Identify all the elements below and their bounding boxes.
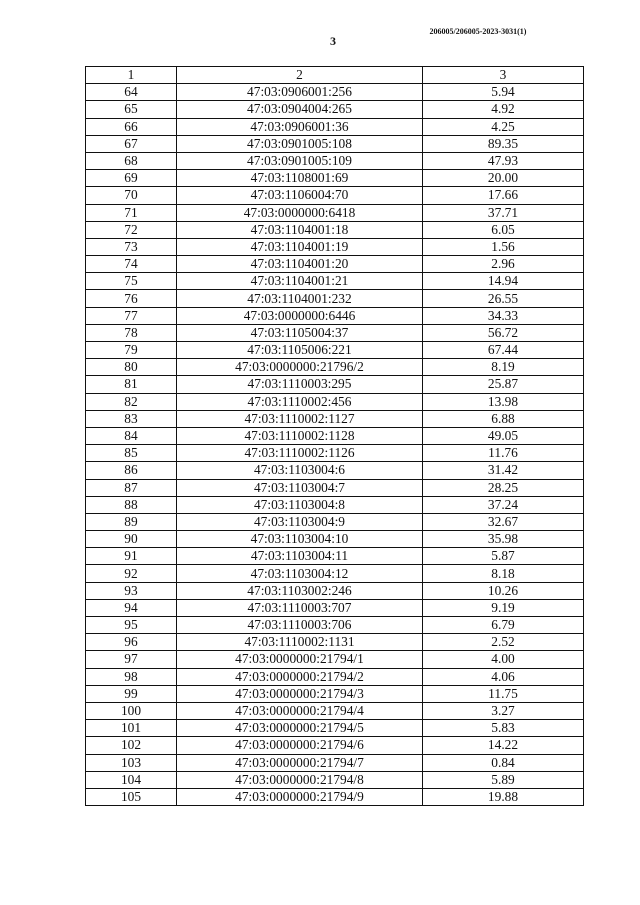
column-header-3: 3 [423, 67, 584, 84]
cadastral-number-cell: 47:03:0000000:21794/5 [177, 720, 423, 737]
value-cell: 13.98 [423, 393, 584, 410]
table-row [86, 256, 584, 273]
row-number-cell: 81 [86, 376, 177, 393]
cadastral-number-cell: 47:03:1104001:18 [177, 221, 423, 238]
cadastral-number-cell: 47:03:1103004:12 [177, 565, 423, 582]
table-row [86, 187, 584, 204]
table-row [86, 84, 584, 101]
cadastral-number-cell: 47:03:1103002:246 [177, 582, 423, 599]
cadastral-number-cell: 47:03:0000000:21794/3 [177, 685, 423, 702]
cadastral-number-cell: 47:03:1103004:10 [177, 531, 423, 548]
cadastral-number-cell: 47:03:1110003:295 [177, 376, 423, 393]
table-row [86, 617, 584, 634]
row-number-cell: 77 [86, 307, 177, 324]
document-code: 206005/206005-2023-3031(1) [429, 27, 527, 36]
cadastral-number-cell: 47:03:1103004:11 [177, 548, 423, 565]
row-number-cell: 72 [86, 221, 177, 238]
row-number-cell: 97 [86, 651, 177, 668]
value-cell: 9.19 [423, 599, 584, 616]
cadastral-number-cell: 47:03:0904004:265 [177, 101, 423, 118]
row-number-cell: 71 [86, 204, 177, 221]
cadastral-number-cell: 47:03:0000000:21794/8 [177, 771, 423, 788]
value-cell: 32.67 [423, 513, 584, 530]
row-number-cell: 82 [86, 393, 177, 410]
value-cell: 8.19 [423, 359, 584, 376]
value-cell: 47.93 [423, 152, 584, 169]
cadastral-number-cell: 47:03:1110003:707 [177, 599, 423, 616]
cadastral-number-cell: 47:03:1106004:70 [177, 187, 423, 204]
row-number-cell: 89 [86, 513, 177, 530]
value-cell: 67.44 [423, 342, 584, 359]
cadastral-number-cell: 47:03:0000000:21796/2 [177, 359, 423, 376]
value-cell: 14.22 [423, 737, 584, 754]
table-row [86, 702, 584, 719]
row-number-cell: 99 [86, 685, 177, 702]
value-cell: 5.89 [423, 771, 584, 788]
cadastral-number-cell: 47:03:1104001:232 [177, 290, 423, 307]
table-row [86, 496, 584, 513]
table-row [86, 273, 584, 290]
cadastral-number-cell: 47:03:0000000:21794/2 [177, 668, 423, 685]
row-number-cell: 67 [86, 135, 177, 152]
table-row [86, 668, 584, 685]
value-cell: 4.06 [423, 668, 584, 685]
value-cell: 56.72 [423, 324, 584, 341]
table-row [86, 771, 584, 788]
table-row [86, 720, 584, 737]
value-cell: 4.92 [423, 101, 584, 118]
row-number-cell: 103 [86, 754, 177, 771]
row-number-cell: 78 [86, 324, 177, 341]
value-cell: 5.94 [423, 84, 584, 101]
row-number-cell: 83 [86, 410, 177, 427]
row-number-cell: 96 [86, 634, 177, 651]
row-number-cell: 86 [86, 462, 177, 479]
table-row [86, 290, 584, 307]
cadastral-number-cell: 47:03:1108001:69 [177, 170, 423, 187]
value-cell: 4.00 [423, 651, 584, 668]
table-row [86, 359, 584, 376]
table-row [86, 685, 584, 702]
row-number-cell: 80 [86, 359, 177, 376]
cadastral-number-cell: 47:03:1103004:9 [177, 513, 423, 530]
table-row [86, 135, 584, 152]
row-number-cell: 100 [86, 702, 177, 719]
cadastral-number-cell: 47:03:0000000:6446 [177, 307, 423, 324]
row-number-cell: 84 [86, 427, 177, 444]
table-row [86, 651, 584, 668]
cadastral-number-cell: 47:03:1105006:221 [177, 342, 423, 359]
value-cell: 31.42 [423, 462, 584, 479]
value-cell: 11.75 [423, 685, 584, 702]
cadastral-number-cell: 47:03:0000000:21794/4 [177, 702, 423, 719]
table-row [86, 324, 584, 341]
row-number-cell: 70 [86, 187, 177, 204]
value-cell: 5.87 [423, 548, 584, 565]
cadastral-number-cell: 47:03:0000000:21794/6 [177, 737, 423, 754]
value-cell: 20.00 [423, 170, 584, 187]
row-number-cell: 74 [86, 256, 177, 273]
page-number: 3 [330, 34, 336, 48]
row-number-cell: 101 [86, 720, 177, 737]
value-cell: 2.52 [423, 634, 584, 651]
cadastral-number-cell: 47:03:1110002:1131 [177, 634, 423, 651]
value-cell: 25.87 [423, 376, 584, 393]
cadastral-number-cell: 47:03:0000000:6418 [177, 204, 423, 221]
value-cell: 10.26 [423, 582, 584, 599]
table-row [86, 427, 584, 444]
cadastral-number-cell: 47:03:1103004:6 [177, 462, 423, 479]
row-number-cell: 94 [86, 599, 177, 616]
table-row [86, 634, 584, 651]
table-row [86, 342, 584, 359]
row-number-cell: 85 [86, 445, 177, 462]
value-cell: 26.55 [423, 290, 584, 307]
table-row [86, 565, 584, 582]
value-cell: 49.05 [423, 427, 584, 444]
row-number-cell: 95 [86, 617, 177, 634]
value-cell: 14.94 [423, 273, 584, 290]
table-body [86, 84, 584, 806]
table-row [86, 479, 584, 496]
cadastral-number-cell: 47:03:0000000:21794/9 [177, 788, 423, 805]
cadastral-number-cell: 47:03:1110002:1127 [177, 410, 423, 427]
cadastral-number-cell: 47:03:0901005:109 [177, 152, 423, 169]
row-number-cell: 104 [86, 771, 177, 788]
row-number-cell: 76 [86, 290, 177, 307]
value-cell: 0.84 [423, 754, 584, 771]
cadastral-number-cell: 47:03:0906001:36 [177, 118, 423, 135]
cadastral-number-cell: 47:03:1104001:19 [177, 238, 423, 255]
value-cell: 8.18 [423, 565, 584, 582]
cadastral-number-cell: 47:03:1104001:20 [177, 256, 423, 273]
row-number-cell: 105 [86, 788, 177, 805]
row-number-cell: 79 [86, 342, 177, 359]
row-number-cell: 88 [86, 496, 177, 513]
value-cell: 6.05 [423, 221, 584, 238]
row-number-cell: 64 [86, 84, 177, 101]
cadastral-number-cell: 47:03:0906001:256 [177, 84, 423, 101]
row-number-cell: 75 [86, 273, 177, 290]
value-cell: 2.96 [423, 256, 584, 273]
table-row [86, 788, 584, 805]
row-number-cell: 69 [86, 170, 177, 187]
row-number-cell: 102 [86, 737, 177, 754]
value-cell: 17.66 [423, 187, 584, 204]
value-cell: 6.88 [423, 410, 584, 427]
cadastral-number-cell: 47:03:1104001:21 [177, 273, 423, 290]
table-row [86, 238, 584, 255]
table-header-row [86, 67, 584, 84]
cadastral-number-cell: 47:03:1110003:706 [177, 617, 423, 634]
row-number-cell: 65 [86, 101, 177, 118]
row-number-cell: 66 [86, 118, 177, 135]
value-cell: 19.88 [423, 788, 584, 805]
table-row [86, 152, 584, 169]
cadastral-number-cell: 47:03:0901005:108 [177, 135, 423, 152]
cadastral-number-cell: 47:03:1103004:8 [177, 496, 423, 513]
table-row [86, 307, 584, 324]
row-number-cell: 93 [86, 582, 177, 599]
cadastral-number-cell: 47:03:1103004:7 [177, 479, 423, 496]
table-row [86, 204, 584, 221]
table-row [86, 221, 584, 238]
value-cell: 3.27 [423, 702, 584, 719]
table-row [86, 582, 584, 599]
value-cell: 89.35 [423, 135, 584, 152]
table-row [86, 531, 584, 548]
value-cell: 5.83 [423, 720, 584, 737]
value-cell: 4.25 [423, 118, 584, 135]
row-number-cell: 91 [86, 548, 177, 565]
row-number-cell: 90 [86, 531, 177, 548]
table-row [86, 737, 584, 754]
table-row [86, 410, 584, 427]
table-row [86, 118, 584, 135]
value-cell: 34.33 [423, 307, 584, 324]
value-cell: 28.25 [423, 479, 584, 496]
value-cell: 1.56 [423, 238, 584, 255]
table-row [86, 754, 584, 771]
value-cell: 11.76 [423, 445, 584, 462]
table-row [86, 170, 584, 187]
value-cell: 37.24 [423, 496, 584, 513]
table-row [86, 548, 584, 565]
table-row [86, 513, 584, 530]
cadastral-number-cell: 47:03:0000000:21794/1 [177, 651, 423, 668]
cadastral-number-cell: 47:03:1105004:37 [177, 324, 423, 341]
parcel-table [85, 66, 584, 806]
cadastral-number-cell: 47:03:1110002:1128 [177, 427, 423, 444]
value-cell: 35.98 [423, 531, 584, 548]
table-row [86, 393, 584, 410]
row-number-cell: 73 [86, 238, 177, 255]
row-number-cell: 87 [86, 479, 177, 496]
table-row [86, 101, 584, 118]
table-row [86, 376, 584, 393]
value-cell: 37.71 [423, 204, 584, 221]
row-number-cell: 68 [86, 152, 177, 169]
column-header-2: 2 [177, 67, 423, 84]
value-cell: 6.79 [423, 617, 584, 634]
row-number-cell: 92 [86, 565, 177, 582]
cadastral-number-cell: 47:03:0000000:21794/7 [177, 754, 423, 771]
cadastral-number-cell: 47:03:1110002:456 [177, 393, 423, 410]
table-row [86, 599, 584, 616]
row-number-cell: 98 [86, 668, 177, 685]
table-row [86, 462, 584, 479]
table-row [86, 445, 584, 462]
column-header-1: 1 [86, 67, 177, 84]
cadastral-number-cell: 47:03:1110002:1126 [177, 445, 423, 462]
